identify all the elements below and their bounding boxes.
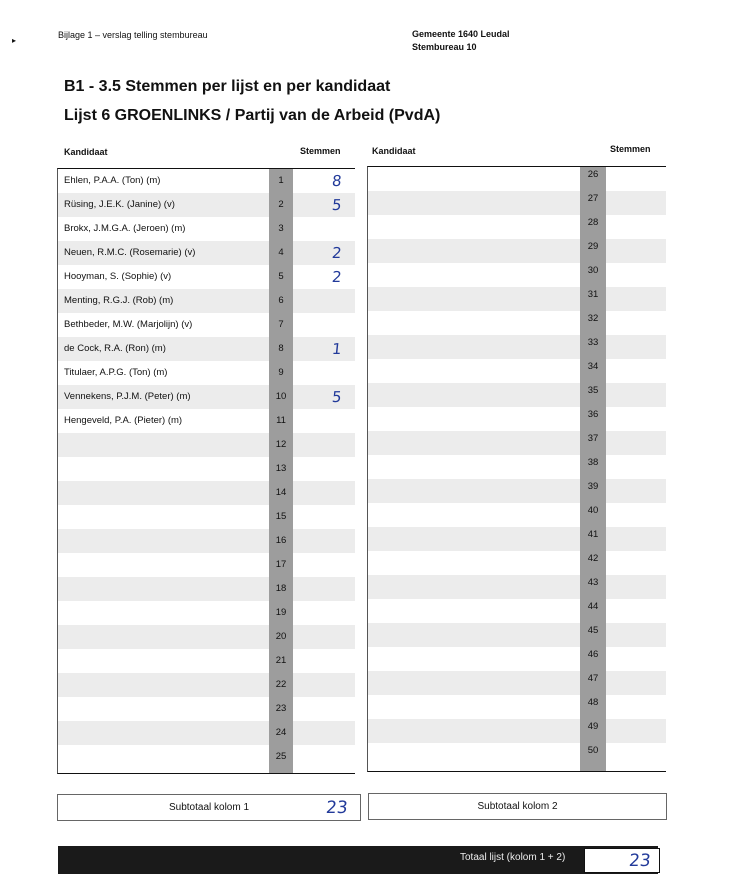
left-table-row xyxy=(58,553,355,577)
candidate-votes[interactable]: 1 xyxy=(331,340,343,358)
left-table-row xyxy=(58,721,355,745)
candidate-name: Hooyman, S. (Sophie) (v) xyxy=(64,271,172,282)
candidate-votes[interactable]: 2 xyxy=(331,244,343,262)
subtotal-1-value[interactable]: 23 xyxy=(324,798,349,818)
left-table-row xyxy=(58,481,355,505)
left-table-row xyxy=(58,697,355,721)
left-table-row xyxy=(58,361,355,385)
right-table-row xyxy=(368,575,666,599)
candidate-votes[interactable]: 8 xyxy=(331,172,343,190)
candidate-number: 49 xyxy=(587,721,599,732)
right-table-row xyxy=(368,455,666,479)
left-table-row xyxy=(58,649,355,673)
right-table-row xyxy=(368,719,666,743)
right-table-row xyxy=(368,695,666,719)
candidate-number: 39 xyxy=(587,481,599,492)
right-table-row xyxy=(368,599,666,623)
left-table-row xyxy=(58,169,355,193)
candidate-number: 45 xyxy=(587,625,599,636)
subtotal-column-1 xyxy=(57,794,361,821)
right-table-row xyxy=(368,167,666,191)
candidate-votes[interactable]: 2 xyxy=(331,268,343,286)
total-value[interactable]: 23 xyxy=(627,851,652,871)
candidate-votes[interactable]: 5 xyxy=(331,388,343,406)
candidate-number: 36 xyxy=(587,409,599,420)
right-table-row xyxy=(368,311,666,335)
candidate-number: 21 xyxy=(275,655,287,666)
candidate-table-right xyxy=(367,166,666,772)
right-table-row xyxy=(368,383,666,407)
left-table-row xyxy=(58,313,355,337)
subtotal-1-label: Subtotaal kolom 1 xyxy=(168,802,250,813)
candidate-number: 8 xyxy=(278,343,284,354)
candidate-number: 40 xyxy=(587,505,599,516)
candidate-number: 24 xyxy=(275,727,287,738)
right-table-row xyxy=(368,191,666,215)
right-table-row xyxy=(368,431,666,455)
candidate-number: 42 xyxy=(587,553,599,564)
candidate-number: 10 xyxy=(275,391,287,402)
candidate-name: Brokx, J.M.G.A. (Jeroen) (m) xyxy=(64,223,186,234)
total-bar xyxy=(58,846,658,874)
left-table-row xyxy=(58,241,355,265)
candidate-number: 5 xyxy=(278,271,284,282)
attachment-label: Bijlage 1 – verslag telling stembureau xyxy=(58,30,208,40)
right-table-row xyxy=(368,647,666,671)
candidate-number: 32 xyxy=(587,313,599,324)
page-title: B1 - 3.5 Stemmen per lijst en per kandidaat xyxy=(64,78,391,95)
candidate-number: 31 xyxy=(587,289,599,300)
candidate-number: 25 xyxy=(275,751,287,762)
left-table-row xyxy=(58,457,355,481)
left-table-row xyxy=(58,505,355,529)
left-table-row xyxy=(58,625,355,649)
candidate-votes[interactable]: 5 xyxy=(331,196,343,214)
right-table-row xyxy=(368,239,666,263)
right-table-row xyxy=(368,551,666,575)
candidate-number: 28 xyxy=(587,217,599,228)
right-table-row xyxy=(368,215,666,239)
candidate-number: 37 xyxy=(587,433,599,444)
candidate-name: Titulaer, A.P.G. (Ton) (m) xyxy=(64,367,168,378)
left-table-row xyxy=(58,577,355,601)
right-table-row xyxy=(368,503,666,527)
right-table-row xyxy=(368,287,666,311)
candidate-name: de Cock, R.A. (Ron) (m) xyxy=(64,343,166,354)
left-table-row xyxy=(58,433,355,457)
candidate-number: 50 xyxy=(587,745,599,756)
candidate-name: Hengeveld, P.A. (Pieter) (m) xyxy=(64,415,183,426)
candidate-number: 38 xyxy=(587,457,599,468)
right-table-row xyxy=(368,527,666,551)
candidate-name: Menting, R.G.J. (Rob) (m) xyxy=(64,295,174,306)
candidate-number: 14 xyxy=(275,487,287,498)
left-table-row xyxy=(58,529,355,553)
right-table-row xyxy=(368,743,666,767)
candidate-number: 9 xyxy=(278,367,284,378)
right-table-row xyxy=(368,359,666,383)
left-table-row xyxy=(58,265,355,289)
candidate-number: 11 xyxy=(276,415,286,426)
candidate-number: 22 xyxy=(275,679,287,690)
candidate-name: Vennekens, P.J.M. (Peter) (m) xyxy=(64,391,191,402)
left-table-row xyxy=(58,193,355,217)
left-table-row xyxy=(58,601,355,625)
total-box[interactable] xyxy=(584,848,660,873)
candidate-number: 23 xyxy=(275,703,287,714)
candidate-number: 1 xyxy=(278,175,284,186)
right-table-row xyxy=(368,623,666,647)
col-header-votes-right: Stemmen xyxy=(610,144,651,154)
candidate-name: Rüsing, J.E.K. (Janine) (v) xyxy=(64,199,175,210)
polling-station: Stembureau 10 xyxy=(412,42,477,52)
candidate-number: 29 xyxy=(587,241,599,252)
right-table-number-column xyxy=(580,167,606,771)
candidate-number: 46 xyxy=(587,649,599,660)
candidate-number: 18 xyxy=(275,583,287,594)
candidate-number: 15 xyxy=(275,511,287,522)
left-table-row xyxy=(58,289,355,313)
candidate-number: 4 xyxy=(278,247,284,258)
left-table-row xyxy=(58,409,355,433)
candidate-number: 6 xyxy=(278,295,284,306)
candidate-number: 43 xyxy=(587,577,599,588)
candidate-number: 27 xyxy=(587,193,599,204)
municipality: Gemeente 1640 Leudal xyxy=(412,29,510,39)
header-right xyxy=(412,28,510,54)
candidate-number: 19 xyxy=(275,607,287,618)
left-table-row xyxy=(58,217,355,241)
candidate-number: 13 xyxy=(275,463,287,474)
right-table-row xyxy=(368,407,666,431)
page-marker: ▸ xyxy=(12,36,17,45)
subtotal-column-2 xyxy=(368,793,667,820)
right-table-row xyxy=(368,335,666,359)
candidate-number: 30 xyxy=(587,265,599,276)
candidate-number: 2 xyxy=(278,199,284,210)
candidate-name: Ehlen, P.A.A. (Ton) (m) xyxy=(64,175,161,186)
col-header-candidate-left: Kandidaat xyxy=(64,147,108,157)
total-label: Totaal lijst (kolom 1 + 2) xyxy=(460,852,566,863)
candidate-number: 7 xyxy=(278,319,284,330)
left-table-row xyxy=(58,385,355,409)
col-header-votes-left: Stemmen xyxy=(300,146,341,156)
candidate-number: 3 xyxy=(278,223,284,234)
candidate-number: 16 xyxy=(275,535,287,546)
candidate-number: 34 xyxy=(587,361,599,372)
right-table-row xyxy=(368,479,666,503)
candidate-number: 20 xyxy=(275,631,287,642)
right-table-row xyxy=(368,263,666,287)
left-table-row xyxy=(58,337,355,361)
candidate-number: 44 xyxy=(587,601,599,612)
candidate-number: 17 xyxy=(275,559,287,570)
candidate-name: Neuen, R.M.C. (Rosemarie) (v) xyxy=(64,247,196,258)
candidate-number: 12 xyxy=(275,439,287,450)
col-header-candidate-right: Kandidaat xyxy=(372,146,416,156)
left-table-row xyxy=(58,673,355,697)
candidate-number: 48 xyxy=(587,697,599,708)
candidate-number: 35 xyxy=(587,385,599,396)
list-title: Lijst 6 GROENLINKS / Partij van de Arbeid (PvdA) xyxy=(64,107,441,124)
candidate-number: 41 xyxy=(587,529,599,540)
subtotal-2-label: Subtotaal kolom 2 xyxy=(477,801,558,812)
candidate-number: 33 xyxy=(587,337,599,348)
candidate-number: 47 xyxy=(587,673,599,684)
candidate-name: Bethbeder, M.W. (Marjolijn) (v) xyxy=(64,319,193,330)
candidate-number: 26 xyxy=(587,169,599,180)
left-table-number-column xyxy=(269,169,293,773)
left-table-row xyxy=(58,745,355,769)
candidate-table-left xyxy=(57,168,355,774)
right-table-row xyxy=(368,671,666,695)
